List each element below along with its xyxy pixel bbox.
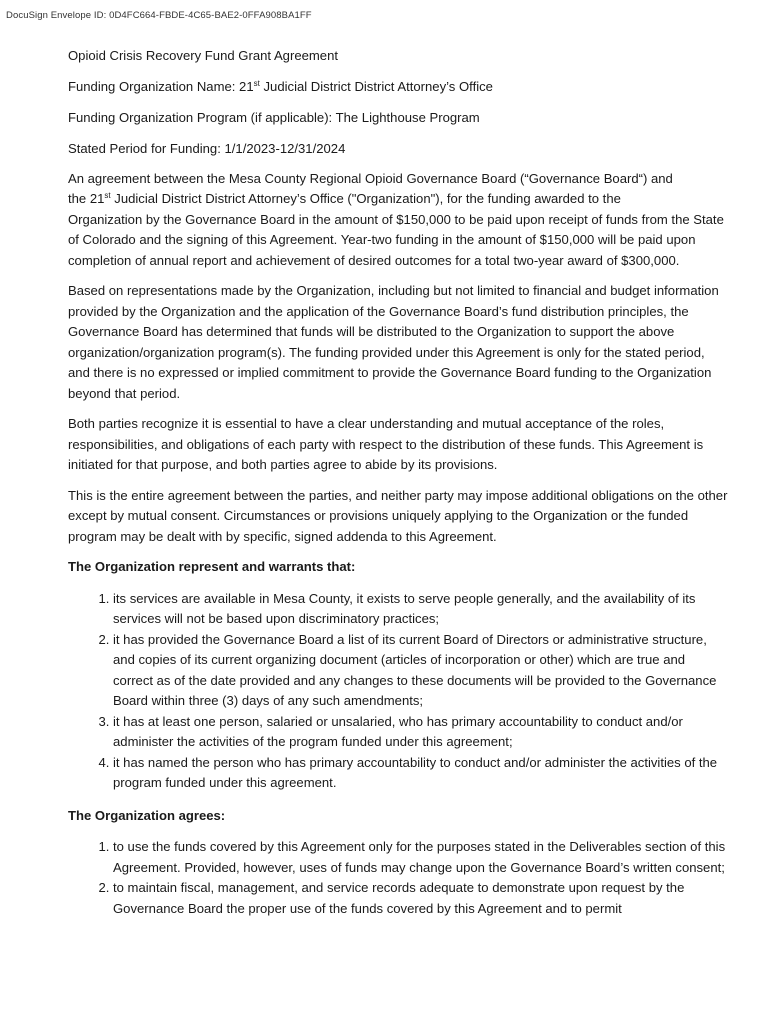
funding-org-label: Funding Organization Name: — [68, 79, 236, 94]
agreement-line-2 — [68, 189, 728, 210]
agrees-heading: The Organization agrees: — [68, 807, 226, 823]
list-item: 1. to use the funds covered by this Agreement only for the purposes stated in the Deliverables section of this Agreement. Provided, however, uses of funds may change upon the Governance Board’s written consent; — [113, 837, 728, 878]
list-item: 2. it has provided the Governance Board a list of its current Board of Directors or administrative structure, and copies of its current organizing document (articles of incorporation or other) which are true and correct as of the date provided and any changes to these documents will be provided to the Governance Board within three (3) days of any such amendments; — [113, 630, 728, 712]
document-title: Opioid Crisis Recovery Fund Grant Agreement — [68, 48, 338, 63]
funding-org-number: 21 — [239, 79, 254, 94]
recognize-paragraph: Both parties recognize it is essential to have a clear understanding and mutual acceptance of the roles, responsibilities, and obligations of each party with respect to the distribution of these funds. This Agreement is initiated for that purpose, and both parties agree to abide by its provisions. — [68, 416, 704, 472]
entire-agreement-paragraph: This is the entire agreement between the parties, and neither party may impose additional obligations on the other except by mutual consent. Circumstances or provisions uniquely applying to the Organization or the funded program may be dealt with by specific, signed addenda to this Agreement. — [68, 487, 728, 544]
list-item: 3. it has at least one person, salaried or unsalaried, who has primary accountability to conduct and/or administer the activities of the program funded under this agreement; — [113, 712, 728, 753]
funding-org-ordinal: st — [253, 79, 260, 88]
list-item: 1. its services are available in Mesa County, it exists to serve people generally, and the availability of its services will not be based upon discriminatory practices; — [113, 589, 728, 630]
list-item: 2. to maintain fiscal, management, and service records adequate to demonstrate upon request by the Governance Board the proper use of the funds covered by this Agreement and to permit — [113, 878, 728, 919]
agreement-ordinal: st — [104, 191, 111, 200]
agreement-line-1: An agreement between the Mesa County Regional Opioid Governance Board (“Governance Board“) and — [68, 170, 673, 186]
funding-org-rest: Judicial District District Attorney’s Office — [263, 79, 493, 94]
agreement-line-2-pre: the 21 — [68, 191, 105, 206]
agreement-line-2-post: Judicial District District Attorney’s Office ("Organization"), for the funding awarded to the — [114, 191, 621, 206]
stated-period: Stated Period for Funding: 1/1/2023-12/31/2024 — [68, 141, 346, 156]
docusign-envelope-id: DocuSign Envelope ID: 0D4FC664-FBDE-4C65-BAE2-0FFA908BA1FF — [6, 10, 312, 21]
document-page — [68, 46, 728, 931]
warrants-heading: The Organization represent and warrants that: — [68, 559, 356, 574]
agreement-paragraph — [68, 169, 728, 272]
agreement-rest: Organization by the Governance Board in the amount of $150,000 to be paid upon receipt of funds from the State of Colorado and the signing of this Agreement. Year-two funding in the amount of $150,000 will be paid upon completion of annual report and achievement of desired outcomes for a total two-year award of $300,000. — [68, 211, 724, 268]
funding-organization-name — [68, 77, 728, 98]
agrees-list — [68, 837, 728, 919]
funding-organization-program: Funding Organization Program (if applicable): The Lighthouse Program — [68, 110, 480, 125]
warrants-list — [68, 589, 728, 794]
representations-paragraph: Based on representations made by the Organization, including but not limited to financial and budget information provided by the Organization and the application of the Governance Board’s fund distribution principles, the Governance Board has determined that funds will be distributed to the Organization to support the above organization/organization program(s). The funding provided under this Agreement is only for the stated period, and there is no expressed or implied commitment to provide the Governance Board funding to the Organization beyond that period. — [68, 283, 719, 401]
list-item: 4. it has named the person who has primary accountability to conduct and/or administer the activities of the program funded under this agreement. — [113, 753, 728, 794]
